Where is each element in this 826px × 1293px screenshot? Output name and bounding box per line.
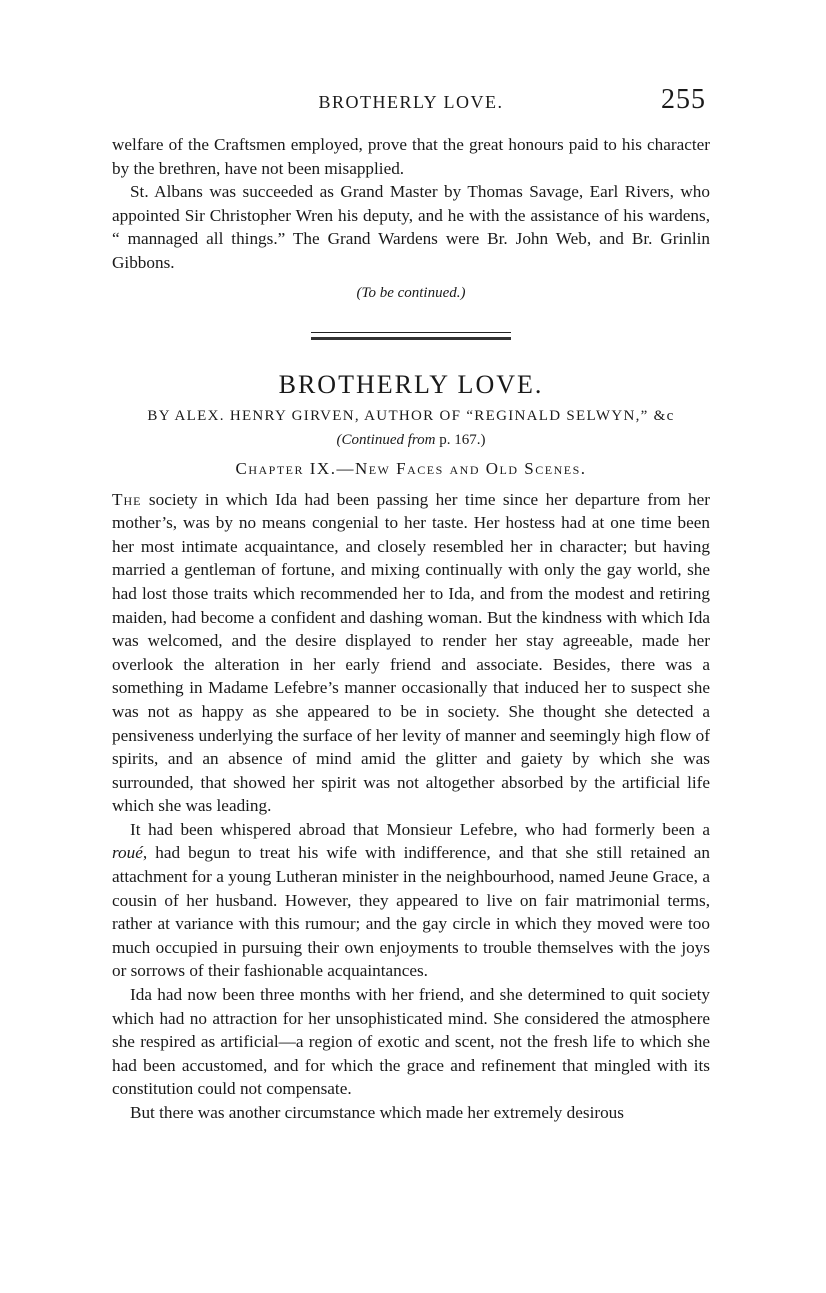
- article-byline: BY ALEX. HENRY GIRVEN, AUTHOR OF “REGINALD SELWYN,” &c: [147, 407, 675, 424]
- article-paragraph-1-body: society in which Ida had been passing her time since her departure from her mother’s, was by no means congenial to her taste. Her hostess had at one time been her most intimate acquaintance, and closely resembled her in character; but having married a gentleman of fortune, and mixing continually with only the gay world, she had lost those traits which recommended her to Ida, and from the modest and retiring maiden, had become a confident and dashing woman. But the kindness with which Ida was welcomed, and the desire displayed to render her stay agreeable, made her overlook the alteration in her early friend and associate. Besides, there was a something in Madame Lefebre’s manner occasionally that induced her to suspect she was not as happy as she appeared to be in society. She thought she detected a pensiveness underlying the surface of her levity of manner and seemingly high flow of spirits, and an absence of mind amid the glitter and gaiety by which she was surrounded, that showed her spirit was not altogether absorbed by the artificial life which she was leading.: [112, 489, 710, 816]
- chapter-heading: Chapter IX.—New Faces and Old Scenes.: [235, 458, 587, 478]
- article-paragraph-2: [112, 818, 710, 983]
- article-paragraph-1: [112, 488, 710, 818]
- article-paragraph-2-part-b: , had begun to treat his wife with indifference, and that she still retained an attachment for a young Lutheran minister in the neighbourhood, named Jeune Grace, a cousin of her husband. However, they appeared to live on fair matrimonial terms, rather at variance with this rumour; and the gay circle in which they moved were too much occupied in pursuing their own enjoyments to trouble themselves with the joys or sorrows of their fashionable acquaintances.: [112, 843, 710, 981]
- running-head: [112, 84, 710, 124]
- intro-paragraph-1: welfare of the Craftsmen employed, prove that the great honours paid to his character by the brethren, have not been misapplied.: [112, 135, 710, 178]
- continued-from-page: p. 167.): [435, 431, 486, 448]
- article-paragraph-2-part-a: It had been whispered abroad that Monsieur Lefebre, who had formerly been a: [130, 819, 710, 839]
- article-paragraph-3: Ida had now been three months with her friend, and she determined to quit society which had no attraction for her unsophisticated mind. She considered the atmosphere she respired as artificial—a region of exotic and scent, not the fresh life to which she had been accustomed, and for which the grace and refinement that mingled with its constitution could not compensate.: [112, 985, 710, 1099]
- running-title: BROTHERLY LOVE.: [318, 92, 504, 112]
- section-divider: [311, 332, 511, 340]
- to-be-continued-note: (To be continued.): [356, 284, 466, 301]
- book-page: [112, 84, 710, 1125]
- article-title: BROTHERLY LOVE.: [278, 369, 544, 399]
- divider-thin-rule: [311, 332, 511, 333]
- continued-from-prefix: (Continued from: [336, 431, 436, 448]
- paragraph-lead-word: The: [112, 489, 142, 509]
- article-paragraph-4: But there was another circumstance which made her extremely desirous: [130, 1103, 624, 1122]
- continued-from-note: [112, 432, 710, 449]
- divider-thick-rule: [311, 337, 511, 340]
- intro-paragraph-2: St. Albans was succeeded as Grand Master by Thomas Savage, Earl Rivers, who appointed Sir Christopher Wren his deputy, and he with the assistance of his wardens, “ mannaged all things.” The Grand Wardens were Br. John Web, and Br. Grinlin Gibbons.: [112, 182, 710, 272]
- page-number: 255: [661, 84, 706, 115]
- italic-word-roue: roué: [112, 843, 143, 863]
